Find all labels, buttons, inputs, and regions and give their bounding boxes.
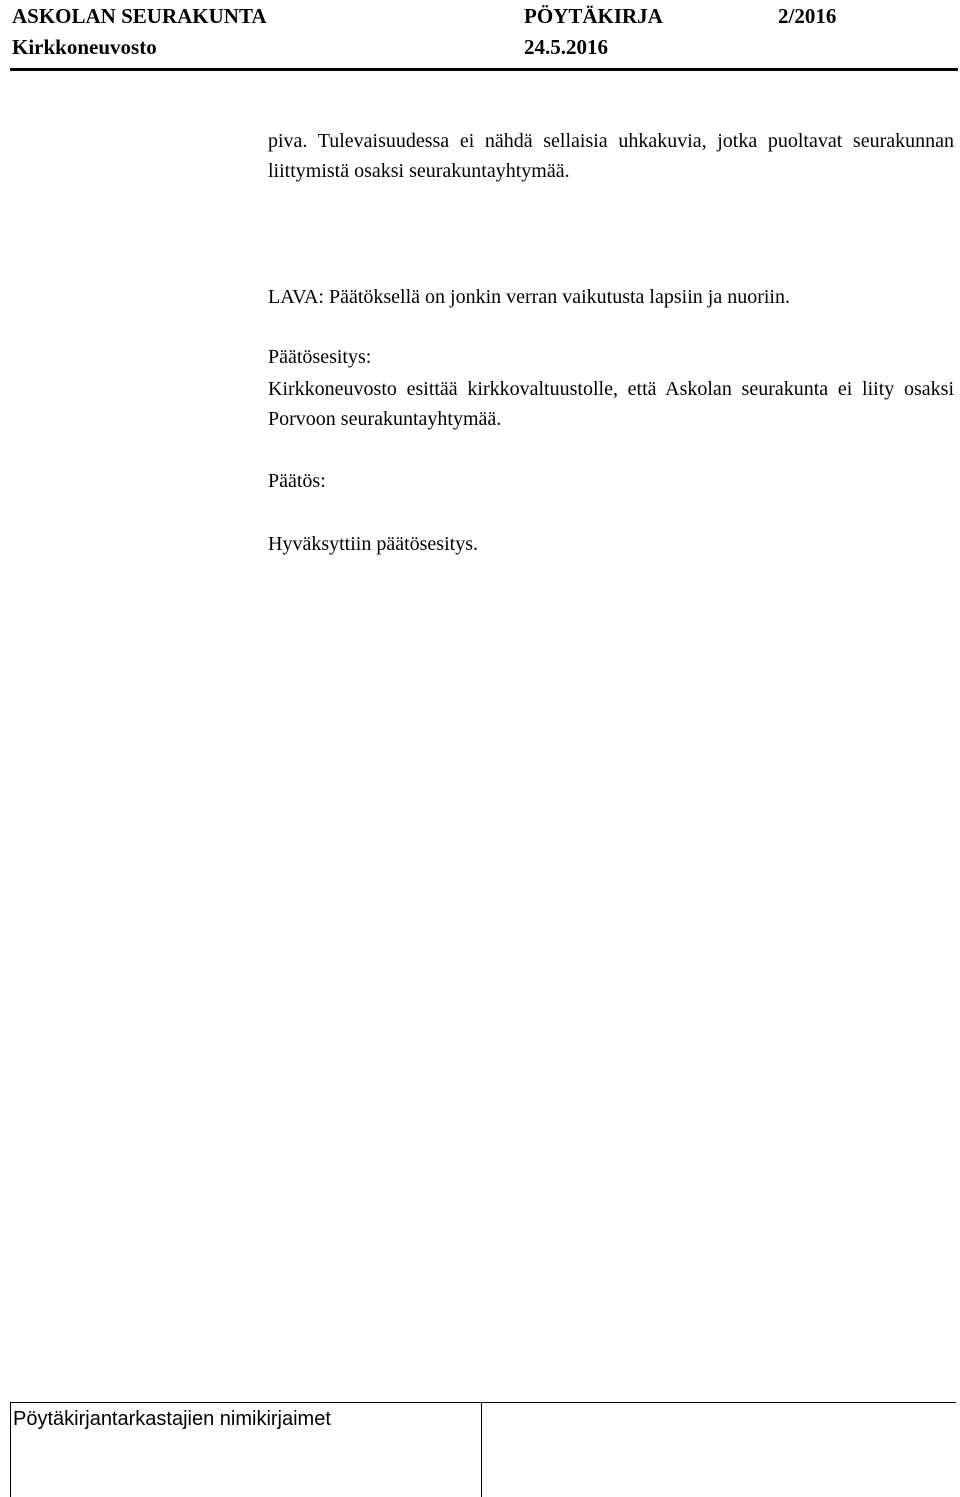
header-rule	[10, 68, 958, 71]
signature-box	[10, 1403, 482, 1497]
proposal-text: Kirkkoneuvosto esittää kirkkovaltuustolle, että Askolan seurakunta ei liity osaksi Porvoon seurakuntayhtymää.	[268, 378, 954, 430]
lava-statement: LAVA: Päätöksellä on jonkin verran vaikutusta lapsiin ja nuoriin.	[268, 286, 790, 308]
signature-label: Pöytäkirjantarkastajien nimikirjaimet	[13, 1408, 331, 1430]
signature-footer	[10, 1402, 956, 1497]
org-name: ASKOLAN SEURAKUNTA	[12, 4, 267, 28]
paragraph-continuation: piva. Tulevaisuudessa ei nähdä sellaisia uhkakuvia, jotka puoltavat seurakunnan liittymistä osaksi seurakuntayhtymää.	[268, 130, 954, 182]
decision-text: Hyväksyttiin päätösesitys.	[268, 533, 478, 555]
proposal-label: Päätösesitys:	[268, 346, 372, 368]
decision-label: Päätös:	[268, 470, 326, 492]
body-name: Kirkkoneuvosto	[12, 35, 157, 59]
doc-type: PÖYTÄKIRJA	[524, 4, 663, 28]
doc-number: 2/2016	[778, 4, 837, 28]
meeting-date: 24.5.2016	[524, 35, 608, 59]
